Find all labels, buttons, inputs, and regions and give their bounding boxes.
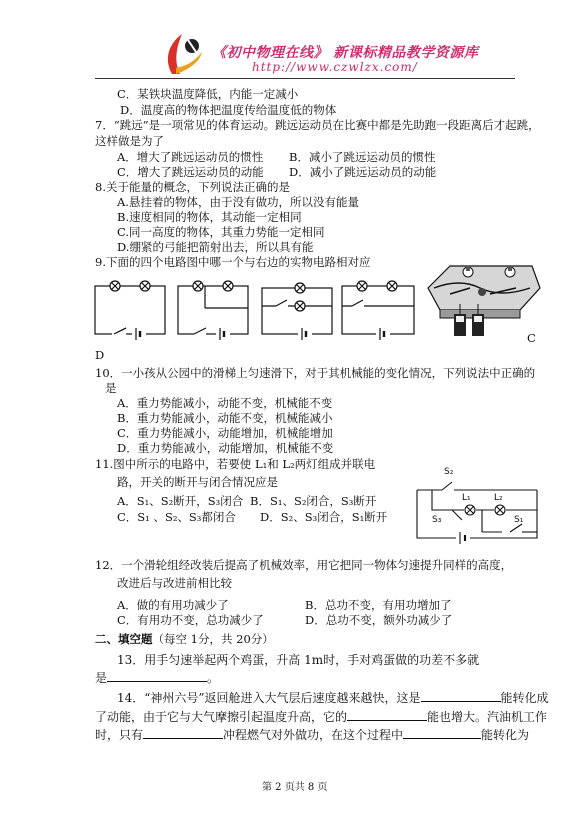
label-s1: S₁ bbox=[514, 515, 524, 525]
q14-line2: 了动能，由于它与大气摩擦引起温度升高，它的 能也增大。汽油机工作 bbox=[95, 710, 548, 724]
q10-option-b: B．重力势能减小，动能不变，机械能减小 bbox=[117, 411, 333, 425]
q8-option-d: D.绷紧的弓能把箭射出去，所以具有能 bbox=[117, 240, 314, 254]
q11-stem-cont: 路，开关的断开与闭合情况应是 bbox=[117, 475, 278, 489]
q10-option-d: D．重力势能减小，动能增加，机械能不变 bbox=[117, 441, 334, 455]
q8-option-c: C.同一高度的物体，其重力势能一定相同 bbox=[117, 225, 325, 239]
label-l1: L₁ bbox=[462, 493, 471, 503]
q13-stem: 13．用手匀速举起两个鸡蛋，升高 1m时，手对鸡蛋做的功差不多就 bbox=[117, 653, 480, 667]
circuit-c bbox=[262, 283, 332, 340]
q8-option-a: A.悬挂着的物体，由于没有做功，所以没有能量 bbox=[117, 195, 359, 209]
q9-label-d: D bbox=[95, 348, 105, 362]
q10-stem: 10．一小孩从公园中的滑梯上匀速滑下，对于其机械能的变化情况，下列说法中正确的 bbox=[95, 366, 536, 380]
circuit-b bbox=[178, 281, 248, 340]
q14-blank-3[interactable] bbox=[143, 727, 223, 739]
circuit-d bbox=[342, 281, 414, 340]
q9-circuit-diagrams bbox=[90, 270, 420, 350]
q10-stem-cont: 是 bbox=[105, 381, 117, 395]
q8-stem: 8.关于能量的概念，下列说法正确的是 bbox=[95, 180, 290, 194]
q14-line3: 时，只有 冲程燃气对外做功，在这个过程中 能转化为 bbox=[95, 728, 530, 742]
q10-option-c: C．重力势能减小，动能增加，机械能增加 bbox=[117, 426, 333, 440]
label-l2: L₂ bbox=[494, 493, 503, 503]
q11-stem: 11.图中所示的电路中，若要使 L₁和 L₂两灯组成并联电 bbox=[95, 457, 376, 471]
q12-option-d: D．总功不变，额外功减少了 bbox=[305, 613, 453, 627]
q11-option-a: A．S₁、S₂断开，S₃闭合 bbox=[117, 494, 244, 508]
q12-option-b: B．总功不变，有用功增加了 bbox=[305, 598, 452, 612]
q7-option-a: A．增大了跳远运动员的惯性 bbox=[117, 150, 264, 164]
q14-blank-1[interactable] bbox=[421, 690, 501, 702]
header-title: 《初中物理在线》 新课标精品教学资源库 bbox=[212, 45, 479, 61]
q14-blank-4[interactable] bbox=[403, 727, 481, 739]
q12-option-c: C．有用功不变，总功减少了 bbox=[117, 613, 264, 627]
q11-circuit-diagram bbox=[412, 462, 542, 544]
q9-stem: 9.下面的四个电路图中哪一个与右边的实物电路相对应 bbox=[95, 255, 371, 269]
q8-option-b: B.速度相同的物体，其动能一定相同 bbox=[117, 210, 302, 224]
header-divider bbox=[95, 78, 515, 79]
q11-option-b: B．S₁、S₂闭合，S₃断开 bbox=[250, 494, 377, 508]
q7-option-c: C．增大了跳远运动员的动能 bbox=[117, 165, 264, 179]
q13-stem-cont: 是 。 bbox=[95, 671, 220, 685]
q11-option-d: D．S₂、S₃闭合，S₁断开 bbox=[260, 510, 388, 524]
q10-option-a: A．重力势能减小，动能不变，机械能不变 bbox=[117, 396, 333, 410]
label-s2: S₂ bbox=[444, 467, 454, 477]
section-scoring: （每空 1分，共 20分） bbox=[152, 632, 274, 646]
q7-stem-cont: 这样做是为了 bbox=[95, 134, 164, 148]
header-url[interactable]: http://www.czwlzx.com/ bbox=[252, 60, 418, 74]
q12-option-a: A．做的有用功减少了 bbox=[117, 598, 229, 612]
q14-blank-2[interactable] bbox=[347, 709, 427, 721]
q11-option-c: C．S₁ 、S₂、S₃都闭合 bbox=[117, 510, 236, 524]
label-s3: S₃ bbox=[432, 515, 442, 525]
q6-option-c: C．某铁块温度降低，内能一定减小 bbox=[117, 87, 299, 101]
site-logo bbox=[158, 30, 208, 78]
circuit-a bbox=[95, 281, 165, 340]
section-fill-in-heading bbox=[95, 632, 274, 647]
q7-option-d: D．减小了跳远运动员的动能 bbox=[289, 165, 437, 179]
q7-stem: 7．“跳远”是一项常见的体育运动。跳远运动员在比赛中都是先助跑一段距离后才起跳， bbox=[95, 118, 540, 132]
q9-label-c: C bbox=[527, 331, 536, 345]
q6-option-d: D．温度高的物体把温度传给温度低的物体 bbox=[120, 103, 337, 117]
q12-stem: 12．一个滑轮组经改装后提高了机械效率，用它把同一物体匀速提升同样的高度， bbox=[95, 558, 513, 572]
q12-stem-cont: 改进后与改进前相比较 bbox=[117, 576, 232, 590]
page-footer: 第 2 页共 8 页 bbox=[262, 782, 328, 793]
section-title: 二、填空题 bbox=[95, 632, 153, 646]
q7-option-b: B．减小了跳远运动员的惯性 bbox=[289, 150, 436, 164]
q14-line1: 14．“神州六号”返回舱进入大气层后速度越来越快，这是 能转化成 bbox=[117, 691, 549, 705]
q13-answer-blank[interactable] bbox=[107, 670, 207, 682]
